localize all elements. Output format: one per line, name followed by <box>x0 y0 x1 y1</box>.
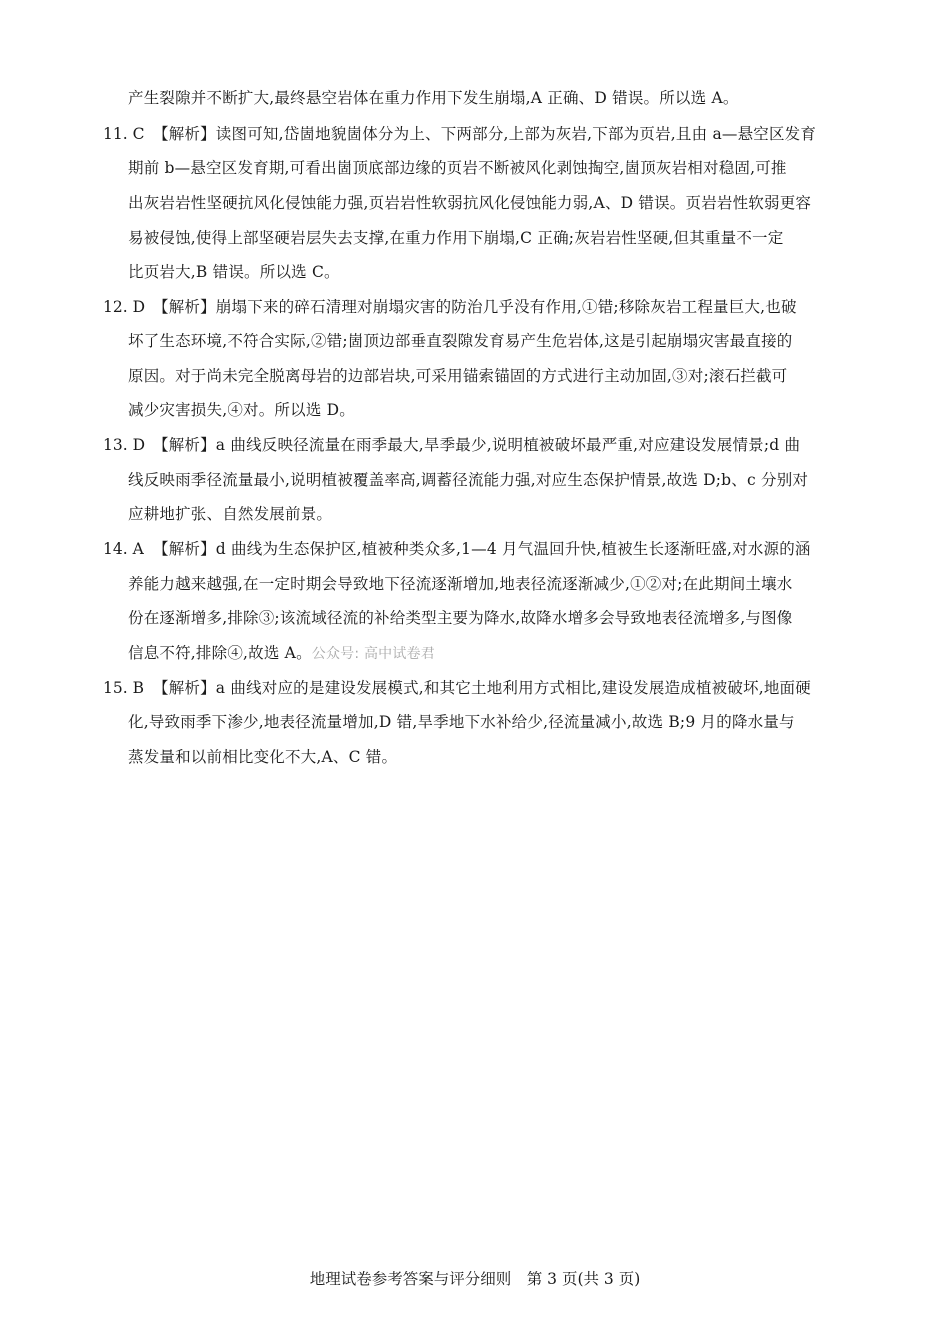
answer-text-line: 期前 b—悬空区发育期,可看出崮顶底部边缘的页岩不断被风化剥蚀掏空,崮顶灰岩相对稳固,可推 <box>128 159 787 177</box>
answer-text-line: 线反映雨季径流量最小,说明植被覆盖率高,调蓄径流能力强,对应生态保护情景,故选 D;b、c 分别对 <box>128 471 809 489</box>
answer-text-line: 坏了生态环境,不符合实际,②错;崮顶边部垂直裂隙发育易产生危岩体,这是引起崩塌灾害最直接的 <box>128 332 793 350</box>
answer-text-line: 养能力越来越强,在一定时期会导致地下径流逐渐增加,地表径流逐渐减少,①②对;在此期间土壤水 <box>128 575 793 593</box>
answer-text-line: 原因。对于尚未完全脱离母岩的边部岩块,可采用锚索锚固的方式进行主动加固,③对;滚石拦截可 <box>128 367 788 385</box>
answer-text-line: 应耕地扩张、自然发展前景。 <box>128 505 333 523</box>
answer-text-line: 减少灾害损失,④对。所以选 D。 <box>128 401 355 419</box>
answer-text-line <box>128 643 435 664</box>
answer-text-line: 【解析】读图可知,岱崮地貌崮体分为上、下两部分,上部为灰岩,下部为页岩,且由 a—悬空区发育 <box>153 125 817 143</box>
answer-text-line: 易被侵蚀,使得上部坚硬岩层失去支撑,在重力作用下崩塌,C 正确;灰岩岩性坚硬,但其重量不一定 <box>128 229 784 247</box>
answer-text-fragment: 信息不符,排除④,故选 A。 <box>128 644 312 662</box>
page-footer: 地理试卷参考答案与评分细则 第 3 页(共 3 页) <box>309 1270 641 1288</box>
answer-text-line: 【解析】d 曲线为生态保护区,植被种类众多,1—4 月气温回升快,植被生长逐渐旺盛,对水源的涵 <box>153 540 811 558</box>
intro-line: 产生裂隙并不断扩大,最终悬空岩体在重力作用下发生崩塌,A 正确、D 错误。所以选 A。 <box>128 89 739 107</box>
answer-number: 14. A <box>103 540 144 558</box>
answer-text-line: 化,导致雨季下渗少,地表径流量增加,D 错,旱季地下水补给少,径流量减小,故选 B;9 月的降水量与 <box>128 713 795 731</box>
answer-number: 13. D <box>103 436 146 454</box>
watermark-text: 公众号: 高中试卷君 <box>311 646 435 662</box>
answer-text-line: 比页岩大,B 错误。所以选 C。 <box>128 263 340 281</box>
answer-text-line: 出灰岩岩性坚硬抗风化侵蚀能力强,页岩岩性软弱抗风化侵蚀能力弱,A、D 错误。页岩岩性软弱更容 <box>128 194 812 212</box>
answer-text-line: 【解析】a 曲线反映径流量在雨季最大,旱季最少,说明植被破坏最严重,对应建设发展情景;d 曲 <box>153 436 801 454</box>
answer-text-line: 蒸发量和以前相比变化不大,A、C 错。 <box>128 748 398 766</box>
answer-text-line: 【解析】崩塌下来的碎石清理对崩塌灾害的防治几乎没有作用,①错;移除灰岩工程量巨大,也破 <box>153 298 797 316</box>
answer-number: 11. C <box>103 125 145 143</box>
answer-text-line: 份在逐渐增多,排除③;该流域径流的补给类型主要为降水,故降水增多会导致地表径流增多,与图像 <box>128 609 793 627</box>
answer-text-line: 【解析】a 曲线对应的是建设发展模式,和其它土地利用方式相比,建设发展造成植被破坏,地面硬 <box>153 679 811 697</box>
answer-number: 12. D <box>103 298 146 316</box>
answer-number: 15. B <box>103 679 144 697</box>
